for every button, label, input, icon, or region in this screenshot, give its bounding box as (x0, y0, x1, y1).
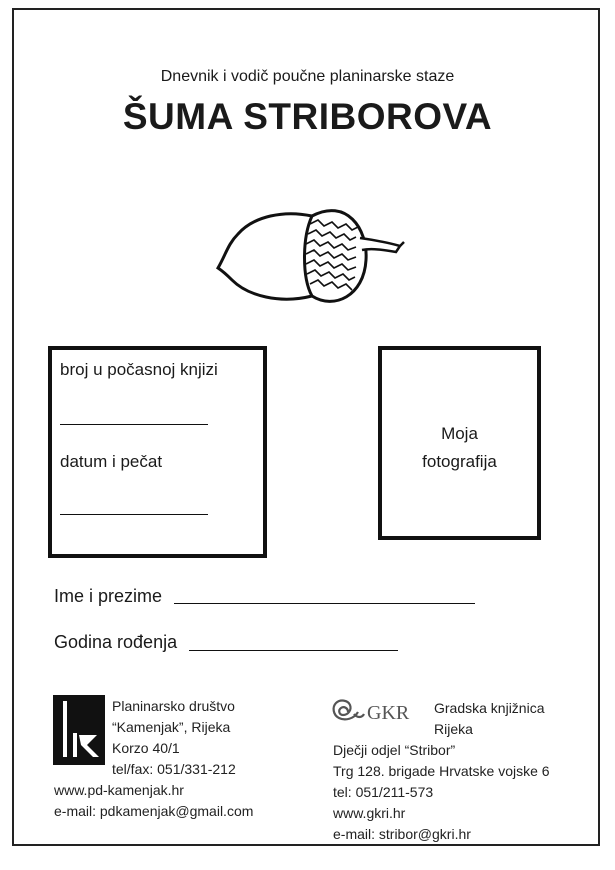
photo-label-line2: fotografija (422, 452, 497, 471)
acorn-icon (214, 198, 406, 310)
page-title: ŠUMA STRIBOROVA (122, 96, 493, 137)
library-email-link[interactable]: e-mail: stribor@gkri.hr (333, 826, 471, 842)
birth-year-label: Godina rođenja (54, 632, 178, 652)
subtitle: Dnevnik i vodič poučne planinarske staze (160, 68, 455, 85)
club-email-link[interactable]: e-mail: pdkamenjak@gmail.com (54, 803, 254, 819)
date-line[interactable] (60, 514, 208, 515)
library-name: Gradska knjižnica (434, 700, 545, 716)
photo-box (378, 346, 541, 540)
gkr-logo-text: GKR (367, 702, 410, 724)
library-phone: tel: 051/211-573 (333, 784, 434, 800)
library-website-link[interactable]: www.gkri.hr (333, 805, 406, 821)
name-line[interactable] (174, 603, 475, 604)
number-line[interactable] (60, 424, 208, 425)
photo-label-line1: Moja (441, 424, 478, 443)
club-phone: tel/fax: 051/331-212 (112, 761, 236, 777)
library-department: Dječji odjel “Stribor” (333, 742, 456, 758)
library-city: Rijeka (434, 721, 473, 737)
honor-book-box (48, 346, 267, 558)
club-name-2: “Kamenjak”, Rijeka (112, 719, 231, 735)
club-name: Planinarsko društvo (112, 698, 235, 714)
date-stamp-label: datum i pečat (60, 452, 163, 471)
name-label: Ime i prezime (54, 586, 163, 606)
library-address: Trg 128. brigade Hrvatske vojske 6 (333, 763, 550, 779)
gkr-logo (330, 698, 425, 726)
birth-year-line[interactable] (189, 650, 398, 651)
club-address: Korzo 40/1 (112, 740, 180, 756)
honor-book-number-label: broj u počasnoj knjizi (60, 360, 218, 379)
kamenjak-logo (53, 695, 105, 765)
club-website-link[interactable]: www.pd-kamenjak.hr (54, 782, 184, 798)
